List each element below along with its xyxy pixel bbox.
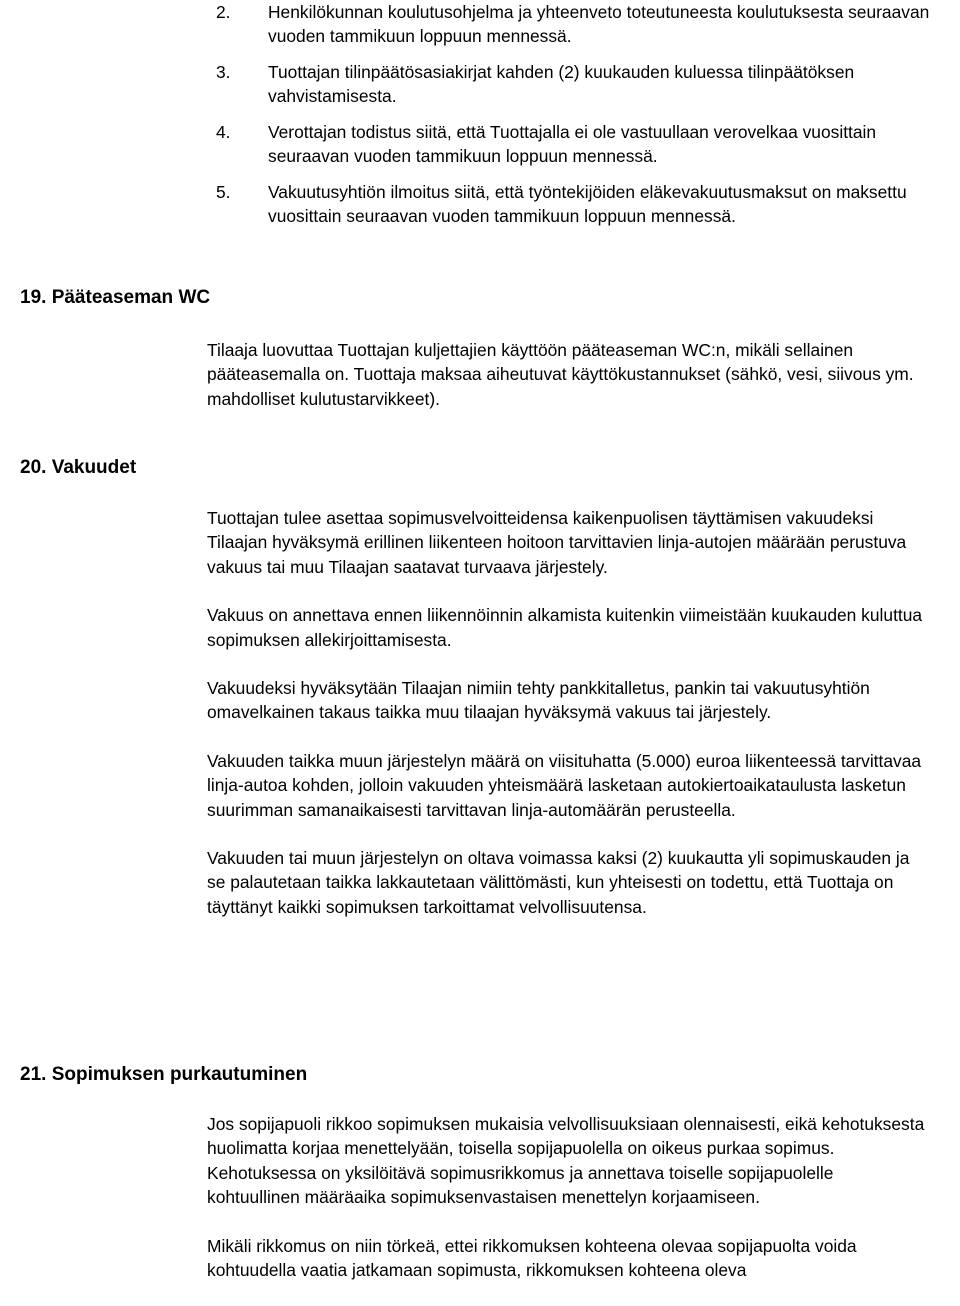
section-20-paragraph: Tuottajan tulee asettaa sopimusvelvoitteidensa kaikenpuolisen täyttämisen vakuudeksi Tilaajan hyväksymä erillinen liikenteen hoitoon tarvittavien linja-autojen määrään perustuva vakuus tai muu Tilaajan saatavat turvaava järjestely.: [207, 508, 907, 577]
list-item: [216, 0, 960, 48]
section-21-body: [207, 1112, 927, 1306]
list-item: [216, 180, 960, 228]
section-20-paragraph: Vakuuden tai muun järjestelyn on oltava voimassa kaksi (2) kuukautta yli sopimuskauden ja se palautetaan taikka lakkautetaan välittömästi, kun yhteisesti on todettu, että Tuottaja on täyttänyt kaikki sopimuksen tarkoittamat velvollisuutensa.: [207, 848, 910, 917]
section-19-paragraph: Tilaaja luovuttaa Tuottajan kuljettajien käyttöön pääteaseman WC:n, mikäli sellainen pääteasemalla on. Tuottaja maksaa aiheutuvat käyttökustannukset (sähkö, vesi, siivous ym. mahdolliset kulutustarvikkeet).: [207, 340, 914, 409]
list-item-text: Verottajan todistus siitä, että Tuottajalla ei ole vastuullaan verovelkaa vuosittain seuraavan vuoden tammikuun loppuun mennessä.: [268, 122, 877, 166]
section-21-paragraph: Jos sopijapuoli rikkoo sopimuksen mukaisia velvollisuuksiaan olennaisesti, eikä kehotuksesta huolimatta korjaa menettelyään, toisella sopijapuolella on oikeus purkaa sopimus. Kehotuksessa on yksilöitävä sopimusrikkomus ja annettava toiselle sopijapuolelle kohtuullinen määräaika sopimuksenvastaisen menettelyn korjaamiseen.: [207, 1114, 925, 1208]
section-20-body: [207, 506, 927, 943]
section-21-paragraph: Mikäli rikkomus on niin törkeä, ettei rikkomuksen kohteena olevaa sopijapuolta voida kohtuudella vaatia jatkamaan sopimusta, rikkomuksen kohteena oleva: [207, 1235, 857, 1281]
numbered-list: [216, 0, 960, 240]
list-item: [216, 120, 960, 168]
list-item-text: Vakuutusyhtiön ilmoitus siitä, että työntekijöiden eläkevakuutusmaksut on maksettu vuosittain seuraavan vuoden tammikuun loppuun mennessä.: [268, 182, 907, 226]
section-21-heading: 21. Sopimuksen purkautuminen: [20, 1064, 308, 1085]
list-item-number: 5.: [216, 182, 231, 202]
section-19-body: [207, 338, 927, 435]
section-20-paragraph: Vakuuden taikka muun järjestelyn määrä on viisituhatta (5.000) euroa liikenteessä tarvittavaa linja-autoa kohden, jolloin vakuuden yhteismäärä lasketaan autokiertoaikataulusta lasketun suurimman samanaikaisesti tarvittavan linja-automäärän perusteella.: [207, 750, 922, 820]
list-item-text: Tuottajan tilinpäätösasiakirjat kahden (2) kuukauden kuluessa tilinpäätöksen vahvistamisesta.: [268, 62, 855, 106]
section-20-heading: 20. Vakuudet: [20, 457, 137, 478]
list-item-number: 3.: [216, 62, 231, 82]
section-19-heading: 19. Pääteaseman WC: [20, 287, 211, 308]
list-item-text: Henkilökunnan koulutusohjelma ja yhteenveto toteutuneesta koulutuksesta seuraavan vuoden tammikuun loppuun mennessä.: [268, 2, 930, 46]
list-item: [216, 60, 960, 108]
list-item-number: 4.: [216, 122, 231, 142]
list-item-number: 2.: [216, 2, 231, 22]
section-20-paragraph: Vakuudeksi hyväksytään Tilaajan nimiin tehty pankkitalletus, pankin tai vakuutusyhtiön omavelkainen takaus taikka muu tilaajan hyväksymä vakuus tai järjestely.: [207, 678, 870, 723]
section-20-paragraph: Vakuus on annettava ennen liikennöinnin alkamista kuitenkin viimeistään kuukauden kuluttua sopimuksen allekirjoittamisesta.: [207, 605, 923, 650]
